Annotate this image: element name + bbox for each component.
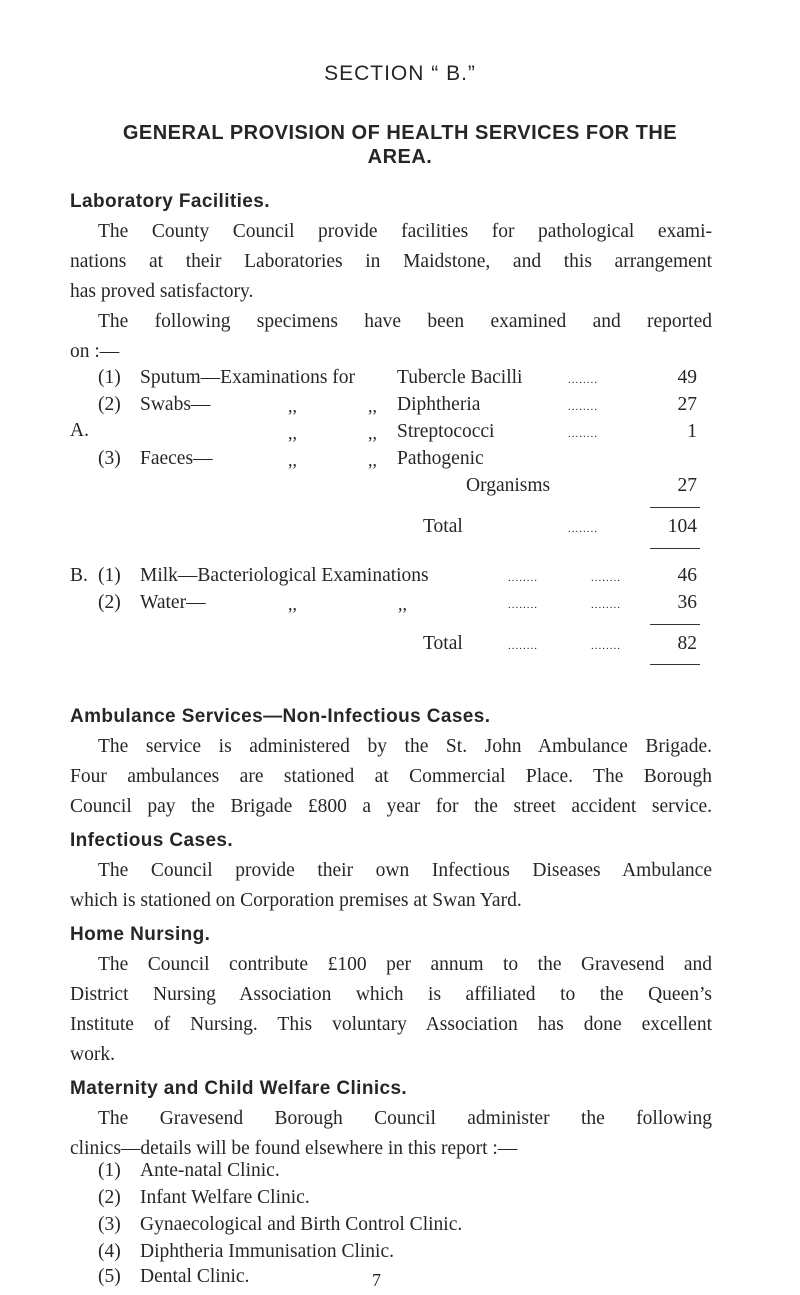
specimen-label: Milk—Bacteriological Examinations bbox=[140, 565, 429, 586]
page-title-continued: AREA. bbox=[367, 146, 433, 168]
infectious-paragraph bbox=[70, 856, 712, 916]
ditto-mark: ,, bbox=[288, 423, 297, 443]
ditto-mark: ,, bbox=[368, 423, 377, 443]
page-title: GENERAL PROVISION OF HEALTH SERVICES FOR THE bbox=[122, 122, 678, 144]
text-line: District Nursing Association which is affiliated to the Queen’s bbox=[70, 984, 712, 1005]
leader-dots: ........ bbox=[508, 572, 538, 584]
text-line: clinics—details will be found elsewhere in this report :— bbox=[70, 1138, 518, 1159]
group-a-label: A. bbox=[70, 420, 89, 441]
count-value: 49 bbox=[677, 367, 697, 388]
count-value: 36 bbox=[677, 592, 697, 613]
subtotal-rule bbox=[650, 624, 700, 625]
examination-target: Streptococci bbox=[397, 421, 495, 442]
laboratory-heading: Laboratory Facilities. bbox=[70, 191, 270, 212]
count-value: 46 bbox=[677, 565, 697, 586]
ditto-mark: ,, bbox=[368, 396, 377, 416]
leader-dots: ........ bbox=[508, 640, 538, 652]
row-number: (2) bbox=[98, 394, 121, 415]
section-heading: SECTION “ B.” bbox=[324, 62, 476, 85]
leader-dots: ........ bbox=[591, 572, 621, 584]
text-line: Four ambulances are stationed at Commercial Place. The Borough bbox=[70, 766, 712, 787]
clinic-name: Diphtheria Immunisation Clinic. bbox=[140, 1241, 395, 1262]
ditto-mark: ,, bbox=[288, 450, 297, 470]
leader-dots: ........ bbox=[568, 374, 598, 386]
leader-dots: ........ bbox=[591, 599, 621, 611]
examination-target: Pathogenic bbox=[397, 448, 484, 469]
specimen-label: Water— bbox=[140, 592, 206, 613]
row-number: (1) bbox=[98, 565, 121, 586]
home-nursing-paragraph bbox=[70, 950, 712, 1070]
leader-dots: ........ bbox=[591, 640, 621, 652]
ditto-mark: ,, bbox=[288, 594, 297, 614]
leader-dots: ........ bbox=[568, 401, 598, 413]
leader-dots: ........ bbox=[568, 428, 598, 440]
specimens-intro bbox=[70, 307, 712, 367]
total-rule bbox=[650, 548, 700, 549]
subtotal-rule bbox=[650, 507, 700, 508]
examination-target: Diphtheria bbox=[397, 394, 481, 415]
specimen-label: Faeces— bbox=[140, 448, 213, 469]
maternity-paragraph bbox=[70, 1104, 712, 1164]
home-nursing-heading: Home Nursing. bbox=[70, 924, 211, 945]
total-label: Total bbox=[423, 516, 463, 537]
total-label: Total bbox=[423, 633, 463, 654]
leader-dots: ........ bbox=[508, 599, 538, 611]
ambulance-heading: Ambulance Services—Non-Infectious Cases. bbox=[70, 706, 491, 727]
specimen-label: Sputum—Examinations for bbox=[140, 367, 356, 388]
text-line: nations at their Laboratories in Maidstone, and this arrangement bbox=[70, 251, 712, 272]
clinic-number: (3) bbox=[98, 1214, 121, 1235]
text-line: which is stationed on Corporation premises at Swan Yard. bbox=[70, 890, 522, 911]
text-line: has proved satisfactory. bbox=[70, 281, 254, 302]
clinic-number: (1) bbox=[98, 1160, 121, 1181]
ditto-mark: ,, bbox=[288, 396, 297, 416]
text-line: work. bbox=[70, 1044, 115, 1065]
ditto-mark: ,, bbox=[368, 450, 377, 470]
text-line: Institute of Nursing. This voluntary Association has done excellent bbox=[70, 1014, 712, 1035]
laboratory-paragraph bbox=[70, 217, 712, 307]
clinic-name: Gynaecological and Birth Control Clinic. bbox=[140, 1214, 463, 1235]
text-line: The following specimens have been examined and reported bbox=[98, 311, 712, 332]
clinic-number: (2) bbox=[98, 1187, 121, 1208]
count-value: 1 bbox=[687, 421, 697, 442]
maternity-heading: Maternity and Child Welfare Clinics. bbox=[70, 1078, 408, 1099]
specimen-label: Swabs— bbox=[140, 394, 211, 415]
row-number: (1) bbox=[98, 367, 121, 388]
infectious-heading: Infectious Cases. bbox=[70, 830, 234, 851]
row-number: (2) bbox=[98, 592, 121, 613]
group-b-label: B. bbox=[70, 565, 88, 586]
leader-dots: ........ bbox=[568, 523, 598, 535]
total-value: 104 bbox=[667, 516, 697, 537]
examination-target: Tubercle Bacilli bbox=[397, 367, 523, 388]
count-value: 27 bbox=[677, 475, 697, 496]
text-line: The County Council provide facilities for pathological exami- bbox=[98, 221, 712, 242]
clinic-name: Infant Welfare Clinic. bbox=[140, 1187, 310, 1208]
clinic-number: (4) bbox=[98, 1241, 121, 1262]
text-line: Council pay the Brigade £800 a year for the street accident service. bbox=[70, 796, 712, 817]
page-number: 7 bbox=[372, 1270, 381, 1290]
total-value: 82 bbox=[677, 633, 697, 654]
row-number: (3) bbox=[98, 448, 121, 469]
text-line: The Gravesend Borough Council administer the following bbox=[98, 1108, 712, 1129]
clinic-name: Dental Clinic. bbox=[140, 1266, 250, 1287]
clinic-number: (5) bbox=[98, 1266, 121, 1287]
text-line: The Council provide their own Infectious Diseases Ambulance bbox=[98, 860, 712, 881]
text-line: The Council contribute £100 per annum to the Gravesend and bbox=[98, 954, 712, 975]
total-rule bbox=[650, 664, 700, 665]
examination-target-continued: Organisms bbox=[466, 475, 551, 496]
ambulance-paragraph bbox=[70, 732, 712, 822]
ditto-mark: ,, bbox=[398, 594, 407, 614]
count-value: 27 bbox=[677, 394, 697, 415]
text-line: The service is administered by the St. John Ambulance Brigade. bbox=[98, 736, 712, 757]
text-line: on :— bbox=[70, 341, 120, 362]
clinic-name: Ante-natal Clinic. bbox=[140, 1160, 280, 1181]
